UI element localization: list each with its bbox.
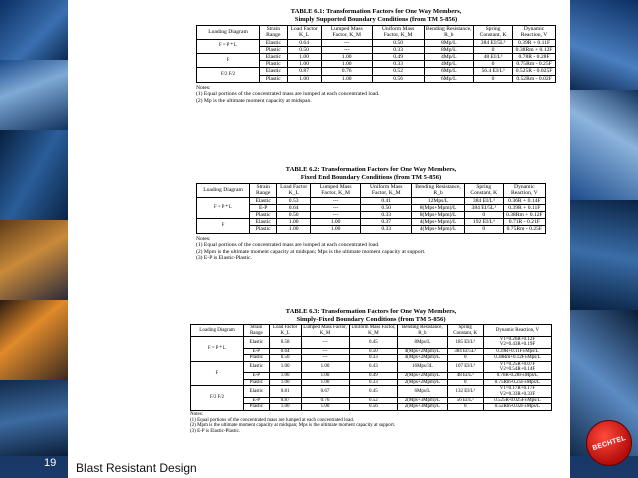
cell: 0.33 — [372, 61, 424, 68]
table-title — [190, 308, 552, 323]
cell: 0.52Rm - 0.02F — [513, 75, 556, 82]
header-cell: Uniform Mass Factor, K_M — [349, 325, 398, 337]
cell: 1.00 — [269, 379, 301, 385]
cell: 4Mp/L — [424, 54, 473, 61]
cell: 0.75Rm - 0.25F — [513, 61, 556, 68]
loading-diagram: F — [197, 219, 250, 233]
cell: 0.39R+0.11F±Mps/L — [483, 348, 551, 354]
cell: --- — [301, 348, 349, 354]
cell: 0.87 — [269, 398, 301, 404]
cell: 16Mps/3L — [398, 361, 447, 373]
header-cell: Dynamic Reaction, V — [503, 184, 545, 197]
cell: 0.81 — [269, 386, 301, 398]
cell: 0.76 — [301, 398, 349, 404]
note-line: (2) Mp is the ultimate moment capacity at midspan. — [196, 98, 312, 104]
cell: 384 EI/5L³ — [473, 39, 512, 46]
cell: 0.52 — [372, 68, 424, 75]
table-row — [197, 39, 556, 46]
cell: 1.00 — [321, 54, 372, 61]
cell: 0.50 — [349, 348, 398, 354]
cell: 0.56 — [372, 75, 424, 82]
cell: 0 — [447, 379, 483, 385]
table-row — [191, 361, 552, 373]
cell: 1.00 — [287, 61, 321, 68]
cell: 8Mps/L — [398, 337, 447, 349]
header-cell: Bending Resistance, R_b — [398, 325, 447, 337]
cell: 0.71R - 0.21F — [503, 219, 545, 226]
cell: 2(Mps+3Mpm)/L — [398, 404, 447, 410]
cell: 0.37 — [361, 219, 412, 226]
cell: 0 — [447, 404, 483, 410]
table-notes — [196, 236, 546, 262]
table-row — [197, 197, 546, 204]
logo-text: BECHTEL — [591, 434, 627, 452]
loading-diagram: F = P * L — [191, 337, 244, 362]
cell: 0 — [447, 355, 483, 361]
transformation-table — [190, 324, 552, 411]
cell: 0.78R - 0.28F — [513, 54, 556, 61]
header-cell: Bending Resistance, R_b — [412, 184, 465, 197]
note-line: (1) Equal portions of the concentrated mass are lumped at each concentrated load. — [190, 417, 354, 423]
cell: Elastic — [260, 68, 288, 75]
cell: 1.00 — [269, 373, 301, 379]
table-row — [191, 337, 552, 349]
bechtel-logo — [586, 420, 632, 466]
cell: 2(Mps+2Mpm)/L — [398, 373, 447, 379]
transformation-table — [196, 25, 556, 83]
note-line: (1) Equal portions of the concentrated mass are lumped at each concentrated load. — [196, 242, 380, 249]
note-line: (2) Mpm is the ultimate moment capacity at midspan; Mps is the ultimate moment capacity at support. — [196, 248, 426, 255]
cell: 4Mp/L — [424, 61, 473, 68]
slide-number: 19 — [44, 457, 57, 469]
cell: 0.64 — [269, 348, 301, 354]
note-line: Notes: — [196, 235, 211, 242]
cell: 192 EI/L³ — [464, 219, 503, 226]
header-cell: Load Factor K_L — [269, 325, 301, 337]
table-header-row — [191, 325, 552, 337]
cell: 1.00 — [301, 373, 349, 379]
cell: 0.525R-0.025F±Mps/L — [483, 398, 551, 404]
cell: 0.78R-0.28F±Mps/L — [483, 373, 551, 379]
cell: --- — [321, 46, 372, 53]
cell: 384 EI/5L³ — [464, 204, 503, 211]
loading-diagram: F — [191, 361, 244, 386]
header-cell: Strain Range — [260, 26, 288, 39]
cell: 0.33 — [372, 46, 424, 53]
cell: E-P — [244, 373, 270, 379]
footer-title: Blast Resistant Design — [76, 461, 197, 475]
cell: 0.75Rm-0.25F±Mps/L — [483, 379, 551, 385]
header-cell: Loading Diagram — [197, 26, 260, 39]
note-line: (3) E-P is Elastic-Plastic. — [196, 255, 253, 262]
cell: 384 EI/5L³ — [447, 348, 483, 354]
header-cell: Dynamic Reaction, V — [483, 325, 551, 337]
cell: Plastic — [244, 355, 270, 361]
cell: 0.41 — [361, 197, 412, 204]
cell: 2(Mps+3Mpm)/L — [398, 398, 447, 404]
table-notes — [196, 85, 556, 105]
cell: 56.4 EI/L³ — [473, 68, 512, 75]
cell: 8(Mps+Mpm)/L — [412, 204, 465, 211]
cell: 0.67 — [301, 386, 349, 398]
cell: 0.56 — [349, 404, 398, 410]
table-row — [197, 219, 546, 226]
title-line: TABLE 6.2: Transformation Factors for One Way Members, — [285, 166, 457, 173]
cell: --- — [301, 337, 349, 349]
header-cell: Lumped Mass Factor, K_M — [310, 184, 360, 197]
cell: 0.49 — [372, 54, 424, 61]
loading-diagram: F = P * L — [197, 39, 260, 53]
header-cell: Load Factor K_L — [277, 184, 311, 197]
cell: 6Mp/L — [424, 68, 473, 75]
title-line: Simply Supported Boundary Conditions (from TM 5-856) — [294, 15, 458, 23]
cell: 0.75Rm - 0.25F — [503, 226, 545, 233]
cell: 132 EI/L³ — [447, 386, 483, 398]
cell: E-P — [250, 204, 277, 211]
header-cell: Loading Diagram — [191, 325, 244, 337]
cell: --- — [321, 39, 372, 46]
cell: 4(Mps+2Mpm)/L — [398, 355, 447, 361]
table-header-row — [197, 26, 556, 39]
cell: 0.36R + 0.14F — [503, 197, 545, 204]
cell: 384 EI/L³ — [464, 197, 503, 204]
table-notes — [190, 412, 552, 435]
note-line: (3) E-P is Elastic-Plastic. — [190, 429, 241, 435]
cell: Plastic — [260, 75, 288, 82]
cell: 0.49 — [349, 373, 398, 379]
table-title — [196, 8, 556, 23]
cell: 1.00 — [287, 75, 321, 82]
cell: 0 — [464, 212, 503, 219]
cell: V1=0.26R+0.12F V2=0.43R+0.19F — [483, 337, 551, 349]
cell: V1=0.25R+0.07F V2=0.54R+0.14F — [483, 361, 551, 373]
cell: Elastic — [260, 54, 288, 61]
cell: Elastic — [244, 361, 270, 373]
title-line: TABLE 6.1: Transformation Factors for One Way Members, — [290, 8, 462, 15]
cell: 8Mp/L — [424, 46, 473, 53]
header-cell: Strain Range — [244, 325, 270, 337]
note-line: (2) Mpm is the ultimate moment capacity at midspan; Mps is the ultimate moment capacity at support. — [190, 423, 396, 429]
cell: 8(Mps+Mpm)/L — [412, 212, 465, 219]
note-line: (1) Equal portions of the concentrated mass are lumped at each concentrated load. — [196, 91, 380, 98]
cell: 185 EI/L³ — [447, 337, 483, 349]
cell: 1.00 — [269, 361, 301, 373]
cell: 8Mp/L — [424, 39, 473, 46]
cell: 2(Mps+2Mpm)/L — [398, 379, 447, 385]
cell: V1=0.17R+0.17F V2=0.33R+0.33F — [483, 386, 551, 398]
table-row — [197, 226, 546, 233]
header-cell: Uniform Mass Factor, K_M — [372, 26, 424, 39]
cell: 0.64 — [277, 204, 311, 211]
table-row — [191, 404, 552, 410]
header-cell: Spring Constant, K — [464, 184, 503, 197]
cell: 1.00 — [301, 361, 349, 373]
cell: 1.00 — [277, 226, 311, 233]
cell: 0.87 — [287, 68, 321, 75]
header-cell: Lumped Mass Factor, K_M — [301, 325, 349, 337]
header-cell: Uniform Mass Factor, K_M — [361, 184, 412, 197]
cell: Elastic — [250, 197, 277, 204]
cell: --- — [310, 212, 360, 219]
table-title — [196, 166, 546, 181]
note-line: Notes: — [190, 411, 204, 417]
cell: 1.00 — [321, 75, 372, 82]
cell: Plastic — [244, 404, 270, 410]
cell: 0.76 — [321, 68, 372, 75]
cell: 1.00 — [310, 226, 360, 233]
table-6-2-block — [196, 166, 546, 262]
cell: Elastic — [244, 337, 270, 349]
cell: 0.50 — [277, 212, 311, 219]
header-cell: Lumped Mass Factor, K_M — [321, 26, 372, 39]
cell: 0.50 — [361, 204, 412, 211]
cell: 1.00 — [269, 404, 301, 410]
cell: 0.38Rm + 0.12F — [513, 46, 556, 53]
header-cell: Strain Range — [250, 184, 277, 197]
cell: 0.525R - 0.025F — [513, 68, 556, 75]
table-header-row — [197, 184, 546, 197]
table-row — [197, 204, 546, 211]
cell: 12Mps/L — [412, 197, 465, 204]
cell: 1.00 — [321, 61, 372, 68]
cell: 1.00 — [287, 54, 321, 61]
transformation-table — [196, 183, 546, 233]
header-cell: Loading Diagram — [197, 184, 250, 197]
cell: 1.00 — [310, 219, 360, 226]
cell: Plastic — [244, 379, 270, 385]
cell: 0.45 — [349, 386, 398, 398]
cell: 0.39R + 0.11F — [513, 39, 556, 46]
cell: Plastic — [260, 61, 288, 68]
cell: 4(Mps+2Mpm)/L — [398, 348, 447, 354]
decorative-image-strip — [0, 0, 68, 478]
cell: 0.52Rm-0.02F±Mps/L — [483, 404, 551, 410]
cell: 1.00 — [277, 219, 311, 226]
cell: 48 EI/L³ — [447, 373, 483, 379]
cell: E-P — [244, 348, 270, 354]
cell: 0.50 — [287, 46, 321, 53]
table-row — [191, 386, 552, 398]
cell: 0 — [473, 75, 512, 82]
cell: 0.33 — [361, 212, 412, 219]
cell: 0.58 — [269, 337, 301, 349]
header-cell: Spring Constant, K — [473, 26, 512, 39]
table-row — [197, 68, 556, 75]
cell: --- — [310, 197, 360, 204]
cell: 107 EI/L³ — [447, 361, 483, 373]
title-line: Fixed End Boundary Conditions (from TM 5-856) — [300, 173, 442, 181]
cell: Plastic — [260, 46, 288, 53]
title-line: TABLE 6.3: Transformation Factors for One Way Members, — [285, 308, 457, 315]
loading-diagram: F — [197, 54, 260, 68]
cell: 0.50 — [372, 39, 424, 46]
title-line: Simply-Fixed Boundary Conditions (from TM 5-856) — [296, 315, 446, 323]
cell: Plastic — [250, 212, 277, 219]
cell: --- — [301, 355, 349, 361]
table-6-3-block — [190, 308, 552, 435]
loading-diagram: F/2 F/2 — [197, 68, 260, 82]
cell: 0.50 — [269, 355, 301, 361]
cell: 0.38Rm + 0.12F — [503, 212, 545, 219]
cell: 0 — [473, 61, 512, 68]
loading-diagram: F/2 F/2 — [191, 386, 244, 411]
cell: 0.45 — [349, 337, 398, 349]
table-row — [197, 54, 556, 61]
cell: E-P — [244, 398, 270, 404]
cell: 0 — [473, 46, 512, 53]
loading-diagram: F = P * L — [197, 197, 250, 219]
header-cell: Dynamic Reaction, V — [513, 26, 556, 39]
cell: 0.33 — [349, 355, 398, 361]
header-cell: Bending Resistance, R_b — [425, 26, 472, 39]
cell: 4(Mps+Mpm)/L — [412, 226, 465, 233]
cell: 1.00 — [301, 379, 349, 385]
cell: 56 EI/L³ — [447, 398, 483, 404]
cell: 1.00 — [301, 404, 349, 410]
header-cell: Spring Constant, K — [447, 325, 483, 337]
cell: 0.43 — [349, 361, 398, 373]
cell: --- — [310, 204, 360, 211]
cell: 0.64 — [287, 39, 321, 46]
table-6-1-block — [196, 8, 556, 105]
cell: 0.52 — [349, 398, 398, 404]
cell: 48 EI/L³ — [473, 54, 512, 61]
cell: 0.33 — [361, 226, 412, 233]
note-line: Notes: — [196, 84, 211, 91]
cell: 6Mps/L — [398, 386, 447, 398]
cell: 6Mp/L — [424, 75, 473, 82]
cell: 0.38Rm+0.12F±Mps/L — [483, 355, 551, 361]
cell: 0.33 — [349, 379, 398, 385]
cell: 0.39R + 0.11F — [503, 204, 545, 211]
cell: Elastic — [250, 219, 277, 226]
cell: Elastic — [244, 386, 270, 398]
cell: Plastic — [250, 226, 277, 233]
cell: 0.53 — [277, 197, 311, 204]
decorative-image-strip-right — [570, 0, 638, 478]
cell: 0 — [464, 226, 503, 233]
cell: Elastic — [260, 39, 288, 46]
cell: 4(Mps+Mpm)/L — [412, 219, 465, 226]
header-cell: Load Factor K_L — [287, 26, 321, 39]
table-row — [197, 212, 546, 219]
